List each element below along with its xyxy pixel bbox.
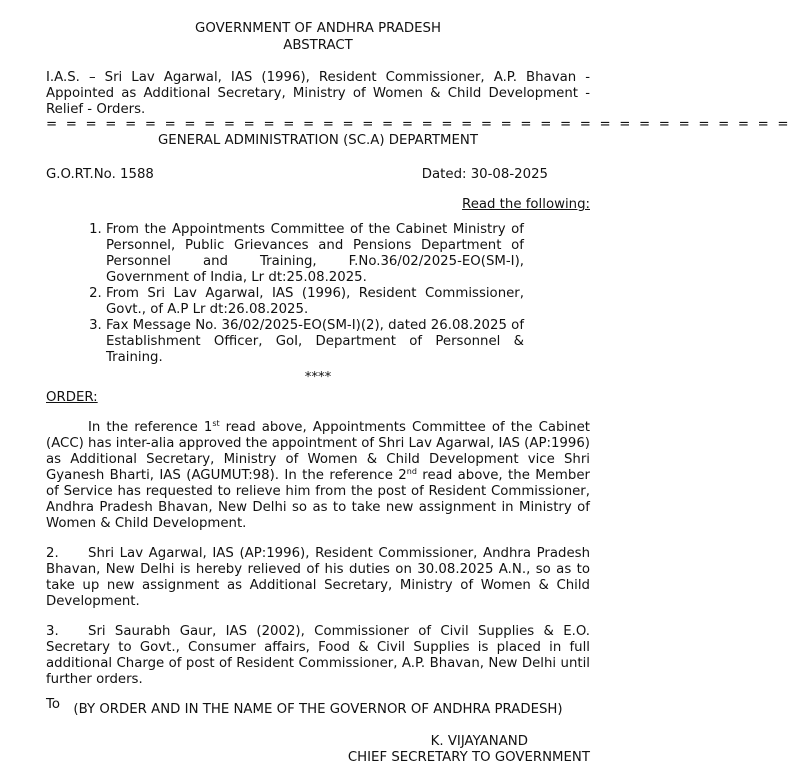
references-list xyxy=(46,222,524,366)
go-number-row xyxy=(46,167,590,183)
separator-line: = = = = = = = = = = = = = = = = = = = = = = = = = = = = = = = = = = = = = = xyxy=(46,117,791,132)
order-para1-part-c: read above, the Member of Service has requested to relieve him from the post of Resident Commissioner, Andhra Pradesh Bhavan, New Delhi so as to take new assignment in Ministry of Women & Child Development. xyxy=(46,468,590,531)
signature-block xyxy=(46,734,590,766)
order-paragraph-1 xyxy=(46,420,590,532)
order-para1-part-a: In the reference 1 xyxy=(88,420,213,435)
go-date: Dated: 30-08-2025 xyxy=(421,167,548,182)
order-paragraph-3 xyxy=(46,624,590,688)
paragraph-number: 3. xyxy=(46,624,59,639)
paragraph-number: 2. xyxy=(46,546,59,561)
section-stars: **** xyxy=(304,370,332,385)
read-the-following-heading xyxy=(46,197,590,213)
order-paragraph-2 xyxy=(46,546,590,610)
reference-item: 2. From Sri Lav Agarwal, IAS (1996), Resident Commissioner, Govt., of A.P Lr dt:26.08.2025. xyxy=(106,286,524,318)
department-name: GENERAL ADMINISTRATION (SC.A) DEPARTMENT xyxy=(158,133,478,148)
to-label: To xyxy=(46,697,60,712)
order-heading xyxy=(46,390,590,406)
government-title: GOVERNMENT OF ANDHRA PRADESH xyxy=(195,21,441,36)
order-para2-text: Shri Lav Agarwal, IAS (AP:1996), Resident Commissioner, Andhra Pradesh Bhavan, New Delhi is hereby relieved of his duties on 30.08.2025 A.N., so as to take up new assignment as Additional Secretary, Ministry of Women & Child Development. xyxy=(46,546,590,609)
by-order-line: (BY ORDER AND IN THE NAME OF THE GOVERNOR OF ANDHRA PRADESH) xyxy=(73,702,563,717)
order-para1-part-b: read above, Appointments Committee of the Cabinet (ACC) has inter-alia approved the appointment of Shri Lav Agarwal, IAS (AP:1996) as Additional Secretary, Ministry of Women & Child Development vice Shri Gyanesh Bharti, IAS (AGUMUT:98). In the reference 2 xyxy=(46,420,590,483)
order-heading-text: ORDER: xyxy=(46,390,98,405)
reference-item: 1. From the Appointments Committee of the Cabinet Ministry of Personnel, Public Grievances and Pensions Department of Personnel and Training, F.No.36/02/2025-EO(SM-I), Government of India, Lr dt:25.08.2025. xyxy=(106,222,524,286)
signatory-designation: CHIEF SECRETARY TO GOVERNMENT xyxy=(347,750,590,765)
reference-item: 3. Fax Message No. 36/02/2025-EO(SM-I)(2), dated 26.08.2025 of Establishment Officer, GoI, Department of Personnel & Training. xyxy=(106,318,524,366)
subject-line: I.A.S. – Sri Lav Agarwal, IAS (1996), Resident Commissioner, A.P. Bhavan - Appointed as Additional Secretary, Ministry of Women & Child Development - Relief - Orders. xyxy=(46,70,590,117)
signatory-name: K. VIJAYANAND xyxy=(430,734,528,749)
government-order-document xyxy=(46,20,791,766)
go-number: G.O.RT.No. 1588 xyxy=(46,167,154,182)
read-heading-text: Read the following: xyxy=(462,197,590,212)
order-para1-sup-a: st xyxy=(212,419,220,428)
document-heading xyxy=(46,20,590,54)
order-para1-sup-b: nd xyxy=(406,467,417,476)
order-para3-text: Sri Saurabh Gaur, IAS (2002), Commissioner of Civil Supplies & E.O. Secretary to Govt., Consumer affairs, Food & Civil Supplies is placed in full additional Charge of post of Resident Commissioner, A.P. Bhavan, New Delhi until further orders. xyxy=(46,624,590,687)
abstract-title: ABSTRACT xyxy=(283,38,353,53)
